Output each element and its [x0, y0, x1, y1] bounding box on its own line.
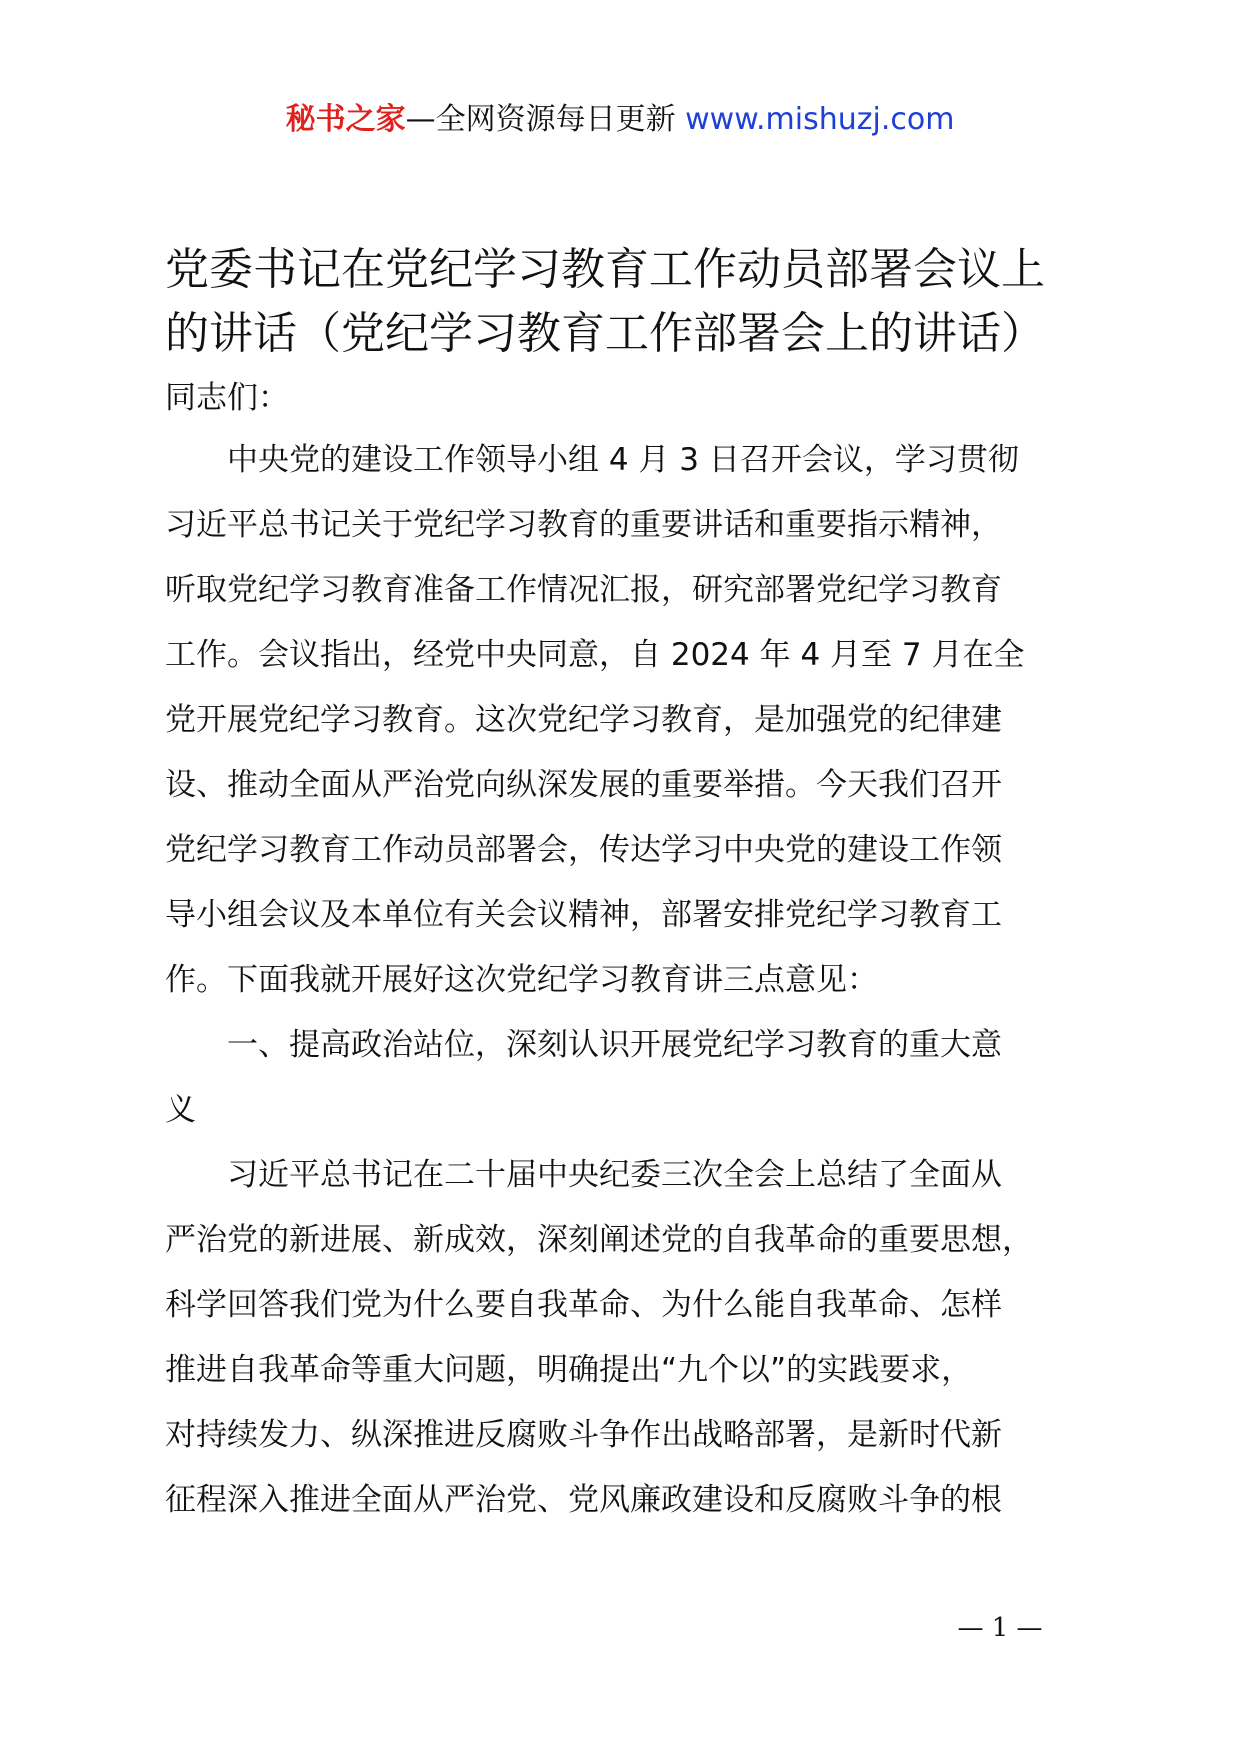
paragraph-intro: [165, 428, 1095, 1013]
site-banner: [0, 100, 1240, 140]
text-line: 听取党纪学习教育准备工作情况汇报，研究部署党纪学习教育: [165, 572, 1002, 608]
text-line: 设、推动全面从严治党向纵深发展的重要举措。今天我们召开: [165, 767, 1002, 803]
text-line: 对持续发力、纵深推进反腐败斗争作出战略部署，是新时代新: [165, 1417, 1002, 1453]
heading-line: 义: [165, 1092, 196, 1128]
site-brand: 秘书之家: [285, 102, 406, 137]
text-line: 科学回答我们党为什么要自我革命、为什么能自我革命、怎样: [165, 1287, 1002, 1323]
title-line: 党委书记在党纪学习教育工作动员部署会议上: [165, 244, 1045, 295]
text-line: 习近平总书记在二十届中央纪委三次全会上总结了全面从: [227, 1157, 1002, 1193]
greeting: 同志们：: [165, 380, 289, 416]
title-line: 的讲话（党纪学习教育工作部署会上的讲话）: [165, 308, 1045, 359]
text-line: 党开展党纪学习教育。这次党纪学习教育，是加强党的纪律建: [165, 702, 1002, 738]
page-number: — 1 —: [957, 1613, 1043, 1643]
document-title: [165, 238, 1095, 366]
site-url[interactable]: www.mishuzj.com: [685, 102, 955, 137]
text-line: 习近平总书记关于党纪学习教育的重要讲话和重要指示精神，: [165, 507, 1002, 543]
document-body: [165, 368, 1095, 1533]
text-line: 导小组会议及本单位有关会议精神，部署安排党纪学习教育工: [165, 897, 1002, 933]
text-line: 党纪学习教育工作动员部署会，传达学习中央党的建设工作领: [165, 832, 1002, 868]
paragraph-section-1: [165, 1143, 1095, 1533]
text-line: 作。下面我就开展好这次党纪学习教育讲三点意见：: [165, 962, 878, 998]
text-line: 征程深入推进全面从严治党、党风廉政建设和反腐败斗争的根: [165, 1482, 1002, 1518]
text-line: 严治党的新进展、新成效，深刻阐述党的自我革命的重要思想，: [165, 1222, 1033, 1258]
text-line: 工作。会议指出，经党中央同意，自 2024 年 4 月至 7 月在全: [165, 637, 1025, 673]
site-tagline: —全网资源每日更新: [405, 102, 676, 137]
heading-line: 一、提高政治站位，深刻认识开展党纪学习教育的重大意: [227, 1027, 1002, 1063]
text-line: 推进自我革命等重大问题，明确提出“九个以”的实践要求，: [165, 1352, 973, 1388]
text-line: 中央党的建设工作领导小组 4 月 3 日召开会议，学习贯彻: [227, 442, 1019, 478]
section-heading-1: [165, 1013, 1095, 1143]
